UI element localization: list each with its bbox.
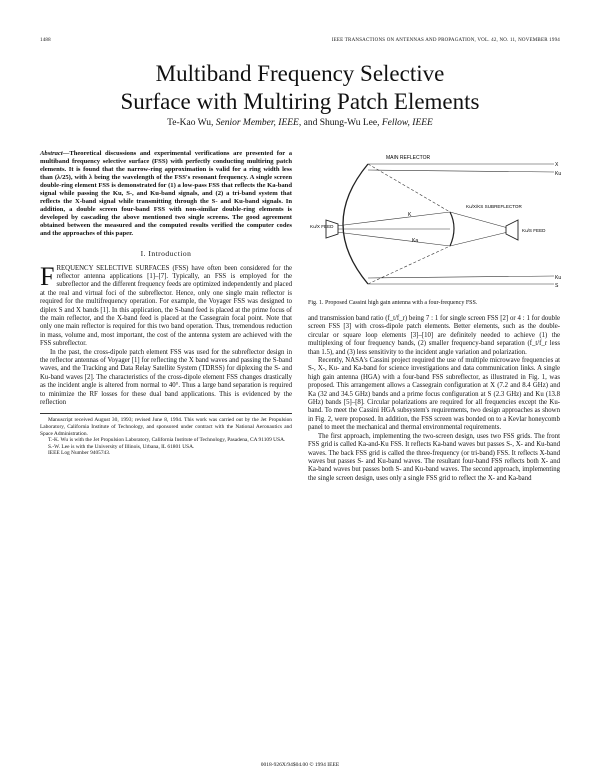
author-2-role: Fellow, IEEE (381, 118, 433, 128)
footnote-divider (40, 413, 292, 414)
abstract (40, 150, 292, 239)
label-main-reflector: MAIN REFLECTOR (386, 155, 431, 161)
right-feed-horn (506, 220, 518, 240)
journal-header: IEEE TRANSACTIONS ON ANTENNAS AND PROPAGATION, VOL. 42, NO. 11, NOVEMBER 1994 (331, 38, 560, 43)
label-ray-ka: Ka (412, 238, 419, 244)
ray-through-lower (450, 232, 508, 246)
author-2-name: Shung-Wu Lee, (319, 118, 380, 128)
label-subreflector: Ku/X/KS SUBREFLECTOR (466, 204, 522, 209)
section-heading-introduction: I. Introduction (140, 248, 192, 258)
ray-feed-upper (336, 212, 450, 226)
author-1-name: Te-Kao Wu, (167, 118, 214, 128)
right-paragraph-3: The first approach, implementing the two-screen design, uses two FSS grids. The front FSS grid is called Ka-and-Ku FSS. It reflects Ka-band waves but passes S-, X- and Ku-band waves. The back FSS grid is called the three-frequency (or tri-band) FSS. It reflects X-band waves but passes S- and Ku-band waves. The resultant four-band FSS reflects both X- and Ka-band waves but passes both S- and Ku-band waves. The second approach, implementing the single screen design, uses only a single FSS grid to reflect the X- and Ka-band (308, 432, 560, 482)
intro-paragraph-2: In the past, the cross-dipole patch element FSS was used for the subreflector design in the reflector antennas of Voyager [1] for reflecting the X band waves and passing the S-band waves, and the Tracking and Data Relay Satellite System (TDRSS) for diplexing the S- and Ku-band waves [2]. The characteristics of the cross-dipole element FSS changes drastically as the incident angle is altered from normal to 40°. Thus a large band separation is required to minimize the RF losses for these dual band applications. This is evidenced by the reflection (40, 348, 292, 407)
ray-top-2 (368, 170, 554, 172)
intro-paragraph-1-text: REQUENCY SELECTIVE SURFACES (FSS) have often been considered for the reflector antenna applications [1]–[7]. Typically, an FSS is employed for the subreflector and the different frequency feeds are optimized independently and placed at the real and virtual foci of the subreflector. Hence, only one single main reflector is required for the multifrequency operation. For example, the Voyager FSS was designed to diplex S and X bands [1]. In this application, the S-band feed is placed at the prime focus of the main reflector, and the X-band feed is placed at the Cassegrain focal point. Note that only one main reflector is required for this two band operation. Thus, tremendous reduction in mass, volume and, most important, the cost of the antenna system are achieved with the FSS subreflector. (40, 264, 292, 348)
author-conjunction: and (303, 118, 318, 128)
left-column (40, 150, 292, 457)
subreflector-curve (450, 212, 454, 246)
copyright-id: 0018-926X/94$04.00 © 1994 IEEE (260, 762, 340, 768)
label-ray-s-bottom: S (555, 283, 559, 289)
intro-paragraph-1 (40, 261, 292, 349)
drop-cap: F (40, 261, 55, 291)
title-line-2: Surface with Multiring Patch Elements (120, 89, 480, 114)
right-column (308, 150, 560, 483)
author-1-role: Senior Member, IEEE, (215, 118, 302, 128)
footnote-manuscript: Manuscript received August 30, 1993; revised June 8, 1994. This work was carried out by the Jet Propulsion Laboratory, California Institute of Technology, and sponsored under contract with the National Aeronautics and Space Administration. (40, 417, 292, 437)
label-ray-ku-top: Ku (555, 171, 562, 177)
figure-1-caption: Fig. 1. Proposed Cassini high gain antenna with a four-frequency FSS. (308, 300, 478, 306)
ray-feed-lower (336, 232, 450, 246)
right-paragraph-1: and transmission band ratio (f_t/f_r) being 7 : 1 for single screen FSS [2] or 4 : 1 for double screen FSS [3] with cross-dipole patch elements. Better elements, such as the double-circular or square loop elements [3]–[10] are definitely needed to achieve (1) the multiplexing of four frequency bands, (2) smaller frequency-band separation (f_t/f_r less than 1.5), and (3) less sensitivity to the incident angle variation and polarization. (308, 315, 560, 356)
left-feed-horn (326, 220, 338, 238)
label-feed-left: Ku/X FEED (310, 224, 334, 229)
label-ray-ku-bottom: Ku (555, 275, 562, 281)
abstract-text: Theoretical discussions and experimental verifications are presented for a multiband frequency selective surface (FSS) with perfectly conducting multiring patch elements. It is found that the narrow-ring approximation is valid for a ring width less than (λ/25), with λ being the wavelength of the FSS's resonant frequency. A single screen double-ring element FSS is demonstrated for (1) a low-pass FSS that reflects the Ka-band signal while passing the Ku, S-, and Ku-band signals, and (2) a tri-band system that reflects the X-band signal while transmitting through the S- and Ku-band signals. In addition, a double screen four-band FSS with non-similar double-ring elements is developed by cascading the above mentioned two single screens. The good agreement obtained between the measured and the computed results verified the computer codes and the approaches of this paper. (40, 150, 292, 238)
ray-dashed-bottom (368, 246, 450, 284)
label-ray-k: K (408, 212, 412, 218)
abstract-lead: Abstract— (40, 150, 70, 157)
ray-through-upper (450, 212, 508, 228)
title-line-1: Multiband Frequency Selective (155, 61, 445, 86)
right-paragraph-2: Recently, NASA's Cassini project required the use of multiple microwave frequencies at S-, X-, Ku- and Ka-band for science investigations and data communication links. A single high gain antenna (HGA) with a four-band FSS subreflector, as illustrated in Fig. 1, was proposed. This arrangement allows a Cassegrain configuration at X (7.2 and 8.4 GHz) and Ka (32 and 34.5 GHz) bands and a prime focus configuration at S (2.3 GHz) and Ku (13.8 GHz) bands [5]–[8]. Circular polarizations are required for all frequencies except the Ku-band. To meet the Cassini HGA subsystem's requirements, two design approaches as shown in Fig. 2, were proposed. In addition, the FSS screen was bonded on to a Kevlar honeycomb panel to meet the mechanical and thermal environmental requirements. (308, 357, 560, 432)
label-feed-right: Ku/S FEED (522, 228, 546, 233)
paper-title (40, 60, 560, 116)
label-ray-x-top: X (555, 162, 559, 168)
author-line (40, 118, 560, 128)
figure-1-diagram (308, 150, 560, 298)
page-number: 1488 (40, 38, 51, 43)
ray-dashed-top (368, 164, 450, 212)
main-reflector-curve (343, 164, 368, 284)
footnote-author-1: T.-K. Wu is with the Jet Propulsion Laboratory, California Institute of Technology, Pasadena, CA 91109 USA. (48, 437, 286, 444)
ray-bottom-2 (368, 276, 554, 278)
antenna-diagram (308, 150, 560, 298)
footnote-author-2: S.-W. Lee is with the University of Illinois, Urbana, IL 61801 USA. (48, 443, 195, 450)
footnote-log-number: IEEE Log Number 9405743. (48, 450, 111, 457)
